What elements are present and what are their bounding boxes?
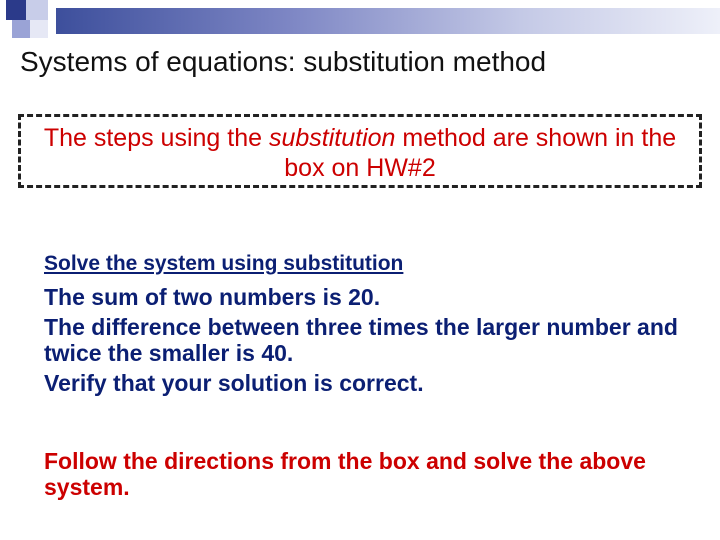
instruction-text <box>21 123 699 183</box>
problem-line-difference: The difference between three times the larger number and twice the smaller is 40. <box>44 314 678 366</box>
slide-title: Systems of equations: substitution method <box>20 46 547 77</box>
subheading: Solve the system using substitution <box>44 252 404 275</box>
decor-square <box>6 0 26 20</box>
header-gradient-bar <box>56 8 720 34</box>
instruction-box <box>18 114 702 188</box>
decor-square <box>12 20 30 38</box>
instruction-text-start: The steps using the <box>43 124 269 152</box>
decor-square <box>26 0 48 20</box>
directions-text: Follow the directions from the box and solve the above system. <box>44 448 646 500</box>
instruction-emphasis: substitution <box>268 124 396 152</box>
problem-line-sum: The sum of two numbers is 20. <box>44 284 381 310</box>
instruction-text-end: method are shown in the box on HW#2 <box>284 124 677 182</box>
problem-statement <box>44 284 704 396</box>
decor-square <box>30 20 48 38</box>
problem-line-verify: Verify that your solution is correct. <box>44 370 424 396</box>
